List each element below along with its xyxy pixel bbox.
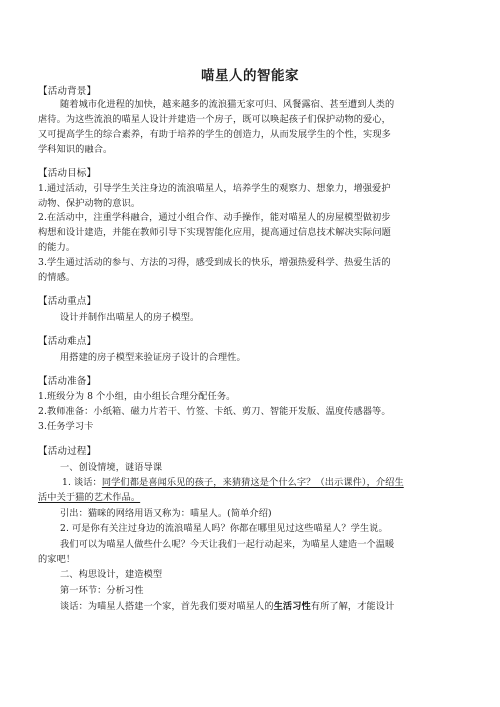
goals-line: 2.在活动中，注重学科融合，通过小组合作、动手操作，能对喵星人的房屋模型做初步 xyxy=(38,212,391,223)
process-heading: 【活动过程】 xyxy=(38,446,97,457)
process-paragraph: 引出：猫咪的网络用语又称为：喵星人。(简单介绍) xyxy=(60,508,272,519)
talk-prefix: 1. 谈话： xyxy=(62,477,102,488)
process-paragraph xyxy=(60,601,468,613)
preparation-line: 1.班级分为 8 个小组，由小组长合理分配任务。 xyxy=(38,391,236,402)
difficulty-text: 用搭建的房子模型来验证房子设计的合理性。 xyxy=(60,352,246,363)
bold-term: 生活习性 xyxy=(273,601,311,612)
goals-heading: 【活动目标】 xyxy=(38,168,97,179)
process-paragraph: 我们可以为喵星人做些什么呢？今天让我们一起行动起来，为喵星人建造一个温暖 xyxy=(60,539,395,550)
background-line: 学科知识的融合。 xyxy=(38,144,113,155)
goals-line: 3.学生通过活动的参与、方法的习得，感受到成长的快乐，增强热爱科学、热爱生活的 xyxy=(38,257,391,268)
goals-line: 动物、保护动物的意识。 xyxy=(38,198,141,209)
process-paragraph: 的家吧！ xyxy=(38,554,76,565)
preparation-line: 2.教师准备：小纸箱、磁力片若干、竹签、卡纸、剪刀、智能开发版、温度传感器等。 xyxy=(38,406,391,417)
underlined-talk: 同学们都是喜闻乐见的孩子，来猜猜这是个什么字？（出示课件），介绍生 xyxy=(101,477,404,488)
process-paragraph xyxy=(62,477,492,489)
goals-line: 1.通过活动，引导学生关注身边的流浪喵星人，培养学生的观察力、想象力，增强爱护 xyxy=(38,183,391,194)
background-line: 随着城市化进程的加快，越来越多的流浪猫无家可归、风餐露宿、甚至遭到人类的 xyxy=(60,99,395,110)
document-title: 喵星人的智能家 xyxy=(201,68,299,84)
process-paragraph: 2. 可是你有关注过身边的流浪喵星人吗？你都在哪里见过这些喵星人？学生说。 xyxy=(60,523,388,534)
talk-text: 谈话：为喵星人搭建一个家，首先我们要对喵星人的 xyxy=(60,601,274,612)
preparation-heading: 【活动准备】 xyxy=(38,376,97,387)
key-point-text: 设计并制作出喵星人的房子模型。 xyxy=(60,312,200,323)
background-heading: 【活动背景】 xyxy=(38,86,97,97)
talk-text: 有所了解，才能设计 xyxy=(310,601,395,612)
section-two-title: 二、构思设计，建造模型 xyxy=(60,569,163,580)
preparation-line: 3.任务学习卡 xyxy=(38,421,94,432)
key-point-heading: 【活动重点】 xyxy=(38,296,97,307)
difficulty-heading: 【活动难点】 xyxy=(38,336,97,347)
underlined-talk-line: 活中关于猫的艺术作品。 xyxy=(38,492,141,503)
step-title: 第一环节：分析习性 xyxy=(60,585,144,596)
goals-line: 的能力。 xyxy=(38,242,76,253)
background-line: 虐待。为这些流浪的喵星人设计并建造一个房子，既可以唤起孩子们保护动物的爱心， xyxy=(38,114,391,125)
goals-line: 构想和设计建造，并能在教师引导下实现智能化应用，提高通过信息技术解决实际问题 xyxy=(38,227,391,238)
goals-line: 的情感。 xyxy=(38,272,76,283)
background-line: 又可提高学生的综合素养，有助于培养的学生的创造力，从而发展学生的个性，实现多 xyxy=(38,129,391,140)
section-one-title: 一、创设情境，谜语导课 xyxy=(60,462,163,473)
